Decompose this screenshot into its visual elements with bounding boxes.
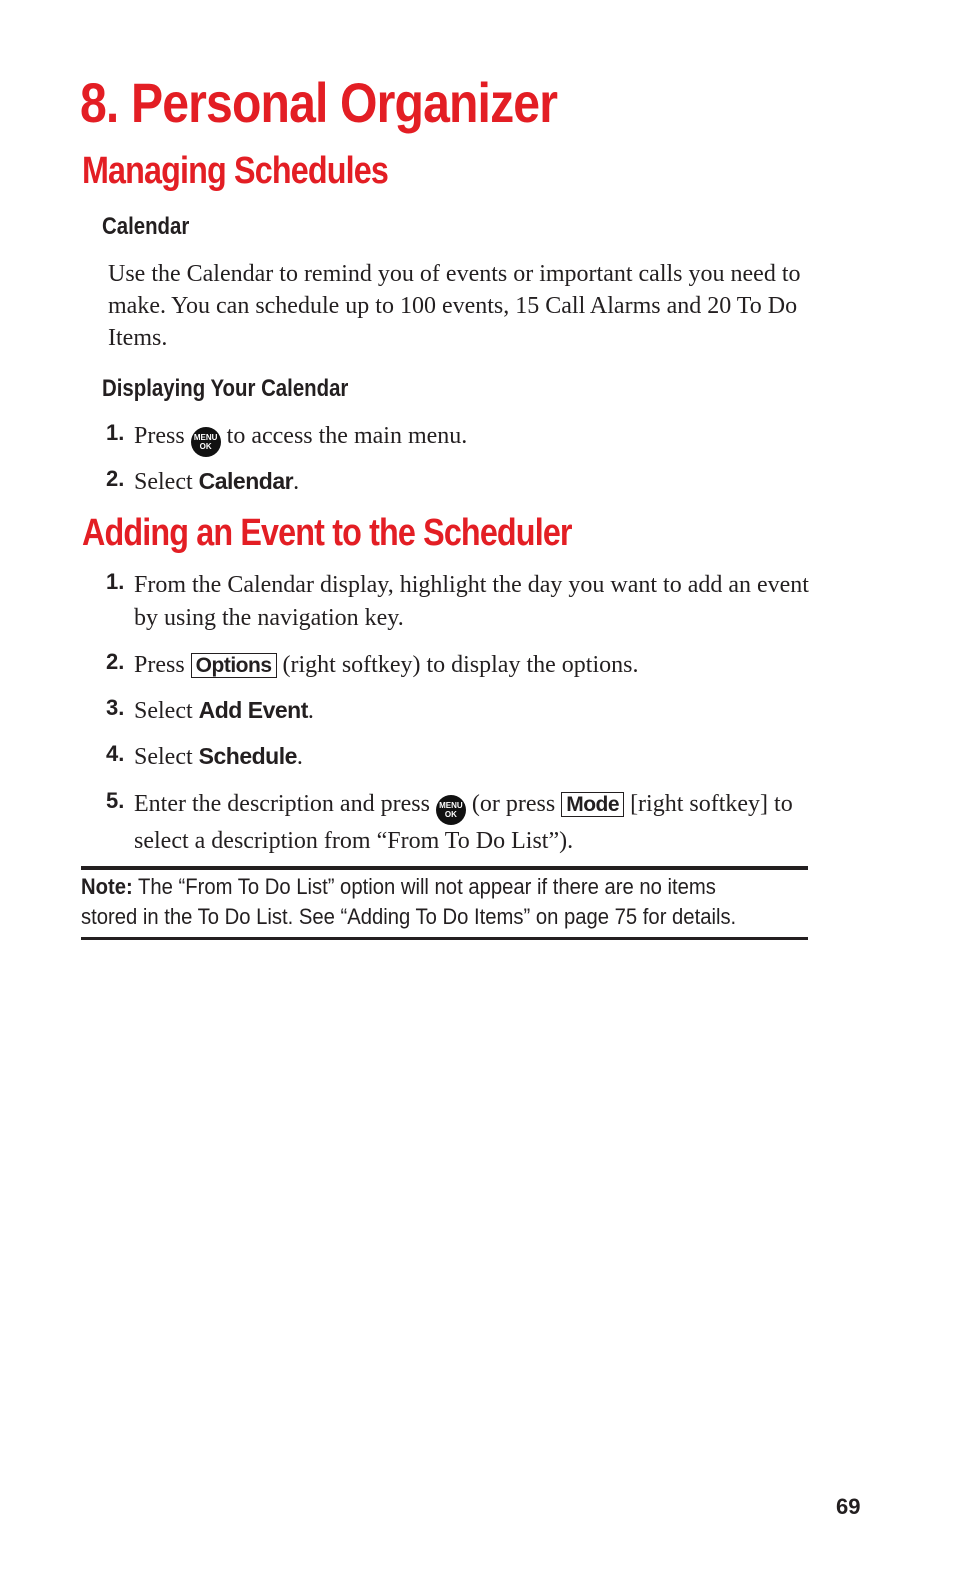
step-text: Enter the description and press (134, 791, 430, 817)
step-number: 3. (106, 695, 125, 720)
menu-ok-key-icon (191, 427, 221, 457)
step-text: (right softkey) to display the options. (282, 652, 639, 678)
section-heading-managing-schedules: Managing Schedules (82, 150, 388, 192)
softkey-label: Options (191, 653, 277, 678)
subheading-displaying-calendar: Displaying Your Calendar (102, 375, 349, 402)
note-box (81, 872, 762, 932)
step-text: to access the main menu. (226, 423, 468, 449)
intro-paragraph: Use the Calendar to remind you of events or important calls you need to make. You can schedule up to 100 events, 15 Call Alarms and 20 To Do Items. (108, 261, 801, 351)
step-number: 1. (106, 420, 125, 445)
punct: . (293, 469, 300, 495)
list-item (106, 420, 834, 457)
menu-option-name: Add Event (198, 697, 308, 723)
step-number: 1. (106, 569, 125, 594)
list-item (106, 466, 834, 499)
icon-label: OK (444, 810, 457, 819)
step-number: 4. (106, 741, 125, 766)
step-text: Press (134, 423, 185, 449)
step-text: [right softkey] to select a description from “From To Do List”). (134, 791, 793, 854)
step-text: (or press (471, 791, 556, 817)
chapter-title: 8. Personal Organizer (80, 71, 558, 134)
step-text: Press (134, 652, 185, 678)
note-top-rule (81, 866, 808, 870)
step-number: 5. (106, 788, 125, 813)
list-item (106, 788, 834, 858)
step-text: Select (134, 698, 193, 724)
punct: . (296, 744, 303, 770)
menu-ok-key-icon (436, 795, 466, 825)
icon-label: OK (199, 442, 212, 451)
list-item (106, 741, 834, 774)
step-text: From the Calendar display, highlight the day you want to add an event by using the navigation key. (134, 572, 809, 631)
list-item (106, 695, 834, 728)
section-heading-adding-event: Adding an Event to the Scheduler (82, 512, 572, 554)
list-item (106, 649, 834, 682)
step-number: 2. (106, 649, 125, 674)
punct: . (307, 698, 314, 724)
step-number: 2. (106, 466, 125, 491)
note-text: The “From To Do List” option will not appear if there are no items (137, 874, 716, 899)
note-text: stored in the To Do List. See “Adding To Do Items” on page 75 for details. (81, 904, 737, 929)
icon-label: MENU (439, 801, 463, 810)
note-label: Note: (81, 874, 133, 899)
step-text: Select (134, 469, 193, 495)
page-number: 69 (836, 1494, 861, 1519)
step-text: Select (134, 744, 193, 770)
menu-option-name: Calendar (198, 468, 294, 494)
subheading-calendar: Calendar (102, 213, 190, 240)
note-bottom-rule (81, 937, 808, 940)
list-item (106, 569, 834, 635)
menu-option-name: Schedule (198, 743, 297, 769)
icon-label: MENU (193, 433, 218, 442)
softkey-label: Mode (561, 792, 624, 817)
